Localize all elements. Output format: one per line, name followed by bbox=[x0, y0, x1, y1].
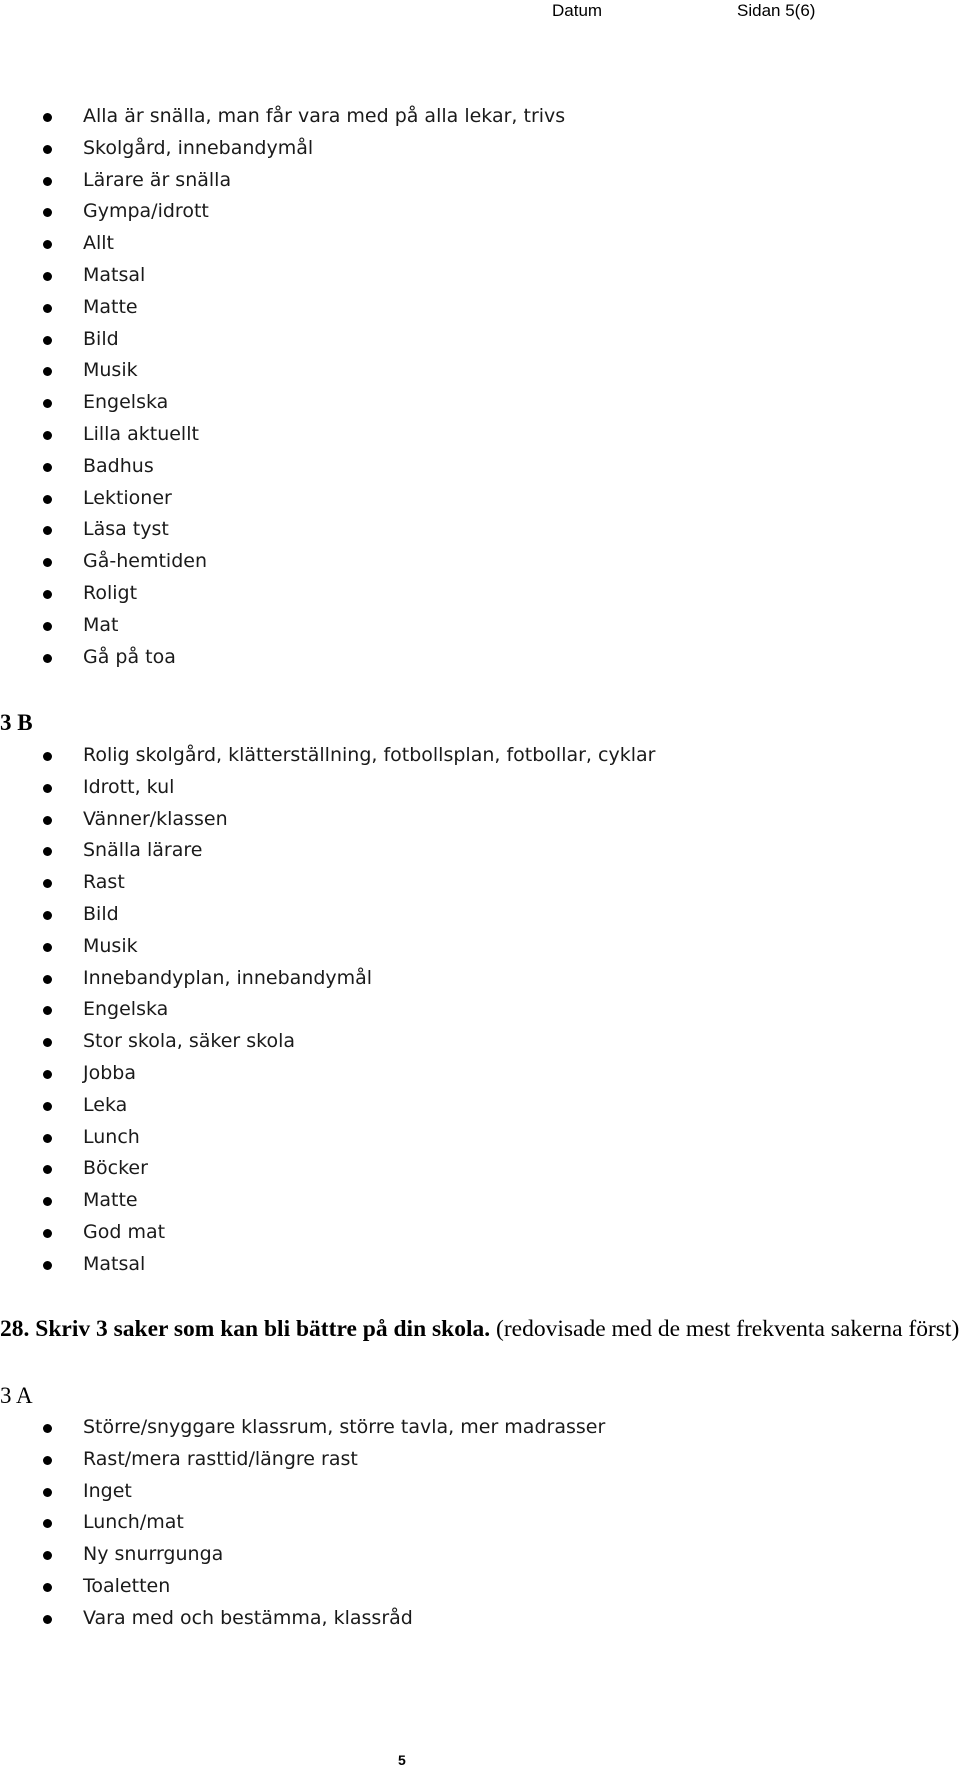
list-item-text: Roligt bbox=[83, 581, 138, 604]
list-item-text: Rast/mera rasttid/längre rast bbox=[83, 1447, 358, 1470]
bullet-icon bbox=[43, 1583, 52, 1592]
bullet-icon bbox=[43, 1070, 52, 1079]
list-item-text: Lunch bbox=[83, 1125, 140, 1148]
list-item bbox=[0, 899, 960, 931]
bullet-icon bbox=[43, 336, 52, 345]
bullet-icon bbox=[43, 1456, 52, 1465]
list-item bbox=[0, 1476, 960, 1508]
list-item-text: Gå på toa bbox=[83, 645, 176, 668]
bullet-icon bbox=[43, 1134, 52, 1143]
list-item bbox=[0, 1603, 960, 1635]
list-item bbox=[0, 514, 960, 546]
list-item-text: Bild bbox=[83, 902, 119, 925]
list-item-text: Mat bbox=[83, 613, 119, 636]
bullet-icon bbox=[43, 463, 52, 472]
bullet-icon bbox=[43, 113, 52, 122]
question-28-note: (redovisade med de mest frekventa sakerna först) bbox=[490, 1316, 960, 1342]
bullet-icon bbox=[43, 1519, 52, 1528]
list-item-text: Matte bbox=[83, 1189, 138, 1212]
bullet-icon bbox=[43, 304, 52, 313]
list-item-text: Innebandyplan, innebandymål bbox=[83, 966, 373, 989]
list-item-text: Matte bbox=[83, 295, 138, 318]
list-3a bbox=[0, 1412, 960, 1635]
list-item-text: Engelska bbox=[83, 998, 169, 1021]
list-item-text: Rolig skolgård, klätterställning, fotbollsplan, fotbollar, cyklar bbox=[83, 744, 656, 766]
bullet-icon bbox=[43, 526, 52, 535]
list-item-text: Leka bbox=[83, 1093, 128, 1116]
list-item bbox=[0, 165, 960, 197]
list-item bbox=[0, 324, 960, 356]
list-item bbox=[0, 1507, 960, 1539]
list-item-text: Snälla lärare bbox=[83, 839, 203, 862]
bullet-icon bbox=[43, 208, 52, 217]
bullet-icon bbox=[43, 975, 52, 984]
bullet-icon bbox=[43, 654, 52, 663]
list-item bbox=[0, 546, 960, 578]
list-item bbox=[0, 1153, 960, 1185]
bullet-icon bbox=[43, 272, 52, 281]
list-item-text: Lilla aktuellt bbox=[83, 422, 199, 445]
bullet-icon bbox=[43, 1424, 52, 1433]
list-item bbox=[0, 101, 960, 133]
list-item bbox=[0, 1185, 960, 1217]
list-item-text: Stor skola, säker skola bbox=[83, 1030, 296, 1053]
bullet-icon bbox=[43, 145, 52, 154]
footer-page-number: 5 bbox=[398, 1752, 406, 1768]
bullet-icon bbox=[43, 1488, 52, 1497]
bullet-icon bbox=[43, 367, 52, 376]
list-item bbox=[0, 931, 960, 963]
list-item bbox=[0, 292, 960, 324]
bullet-icon bbox=[43, 784, 52, 793]
list-top bbox=[0, 101, 960, 673]
list-item bbox=[0, 578, 960, 610]
list-item bbox=[0, 835, 960, 867]
bullet-icon bbox=[43, 1102, 52, 1111]
bullet-icon bbox=[43, 943, 52, 952]
list-item-text: Musik bbox=[83, 359, 138, 382]
list-item-text: Alla är snälla, man får vara med på alla lekar, trivs bbox=[83, 105, 566, 127]
list-item bbox=[0, 1539, 960, 1571]
list-item-text: Bild bbox=[83, 327, 119, 350]
bullet-icon bbox=[43, 495, 52, 504]
bullet-icon bbox=[43, 558, 52, 567]
list-item-text: Engelska bbox=[83, 391, 169, 414]
list-item bbox=[0, 642, 960, 674]
list-item-text: Lärare är snälla bbox=[83, 168, 232, 191]
list-item bbox=[0, 1444, 960, 1476]
list-item-text: Idrott, kul bbox=[83, 775, 175, 798]
list-item bbox=[0, 1217, 960, 1249]
bullet-icon bbox=[43, 240, 52, 249]
list-item-text: Inget bbox=[83, 1479, 132, 1502]
list-item-text: Läsa tyst bbox=[83, 518, 169, 541]
section-heading-3b: 3 B bbox=[0, 710, 33, 735]
list-item-text: Större/snyggare klassrum, större tavla, mer madrasser bbox=[83, 1416, 606, 1438]
page-indicator: Sidan 5(6) bbox=[737, 1, 816, 20]
bullet-icon bbox=[43, 816, 52, 825]
bullet-icon bbox=[43, 847, 52, 856]
list-item bbox=[0, 867, 960, 899]
bullet-icon bbox=[43, 622, 52, 631]
list-item bbox=[0, 1090, 960, 1122]
list-item-text: Lunch/mat bbox=[83, 1511, 184, 1534]
question-28-title: 28. Skriv 3 saker som kan bli bättre på din skola. bbox=[0, 1316, 491, 1342]
list-item bbox=[0, 228, 960, 260]
list-item bbox=[0, 1571, 960, 1603]
bullet-icon bbox=[43, 431, 52, 440]
list-item-text: Musik bbox=[83, 934, 138, 957]
list-item-text: Ny snurrgunga bbox=[83, 1543, 224, 1566]
question-28 bbox=[0, 1314, 960, 1344]
bullet-icon bbox=[43, 1165, 52, 1174]
bullet-icon bbox=[43, 911, 52, 920]
bullet-icon bbox=[43, 1551, 52, 1560]
bullet-icon bbox=[43, 1038, 52, 1047]
bullet-icon bbox=[43, 1197, 52, 1206]
list-item-text: Vara med och bestämma, klassråd bbox=[83, 1606, 413, 1629]
bullet-icon bbox=[43, 752, 52, 761]
bullet-icon bbox=[43, 177, 52, 186]
list-item-text: Gympa/idrott bbox=[83, 200, 209, 223]
bullet-icon bbox=[43, 1229, 52, 1238]
bullet-icon bbox=[43, 879, 52, 888]
section-heading-3a: 3 A bbox=[0, 1383, 33, 1408]
list-item-text: God mat bbox=[83, 1220, 166, 1243]
list-item bbox=[0, 740, 960, 772]
list-item bbox=[0, 610, 960, 642]
list-item-text: Jobba bbox=[83, 1061, 136, 1084]
list-item bbox=[0, 1058, 960, 1090]
list-item bbox=[0, 963, 960, 995]
list-item bbox=[0, 355, 960, 387]
list-item bbox=[0, 196, 960, 228]
date-label: Datum bbox=[552, 1, 603, 20]
list-item-text: Böcker bbox=[83, 1157, 148, 1180]
bullet-icon bbox=[43, 1006, 52, 1015]
list-item bbox=[0, 419, 960, 451]
bullet-icon bbox=[43, 1261, 52, 1270]
list-item-text: Vänner/klassen bbox=[83, 807, 228, 830]
bullet-icon bbox=[43, 590, 52, 599]
list-item bbox=[0, 387, 960, 419]
list-item bbox=[0, 451, 960, 483]
list-item-text: Allt bbox=[83, 232, 115, 255]
list-item bbox=[0, 804, 960, 836]
list-item bbox=[0, 772, 960, 804]
list-item bbox=[0, 1026, 960, 1058]
list-item-text: Skolgård, innebandymål bbox=[83, 136, 314, 159]
list-item-text: Rast bbox=[83, 871, 125, 894]
list-item bbox=[0, 994, 960, 1026]
bullet-icon bbox=[43, 1615, 52, 1624]
list-item bbox=[0, 1412, 960, 1444]
list-item-text: Badhus bbox=[83, 454, 154, 477]
page-header bbox=[0, 0, 960, 24]
list-item bbox=[0, 1122, 960, 1154]
bullet-icon bbox=[43, 399, 52, 408]
list-item bbox=[0, 483, 960, 515]
list-item bbox=[0, 1249, 960, 1281]
list-item-text: Gå-hemtiden bbox=[83, 550, 207, 573]
list-item-text: Matsal bbox=[83, 263, 146, 286]
list-3b bbox=[0, 740, 960, 1281]
list-item bbox=[0, 260, 960, 292]
list-item-text: Toaletten bbox=[83, 1574, 171, 1597]
list-item-text: Matsal bbox=[83, 1252, 146, 1275]
list-item bbox=[0, 133, 960, 165]
list-item-text: Lektioner bbox=[83, 486, 172, 509]
